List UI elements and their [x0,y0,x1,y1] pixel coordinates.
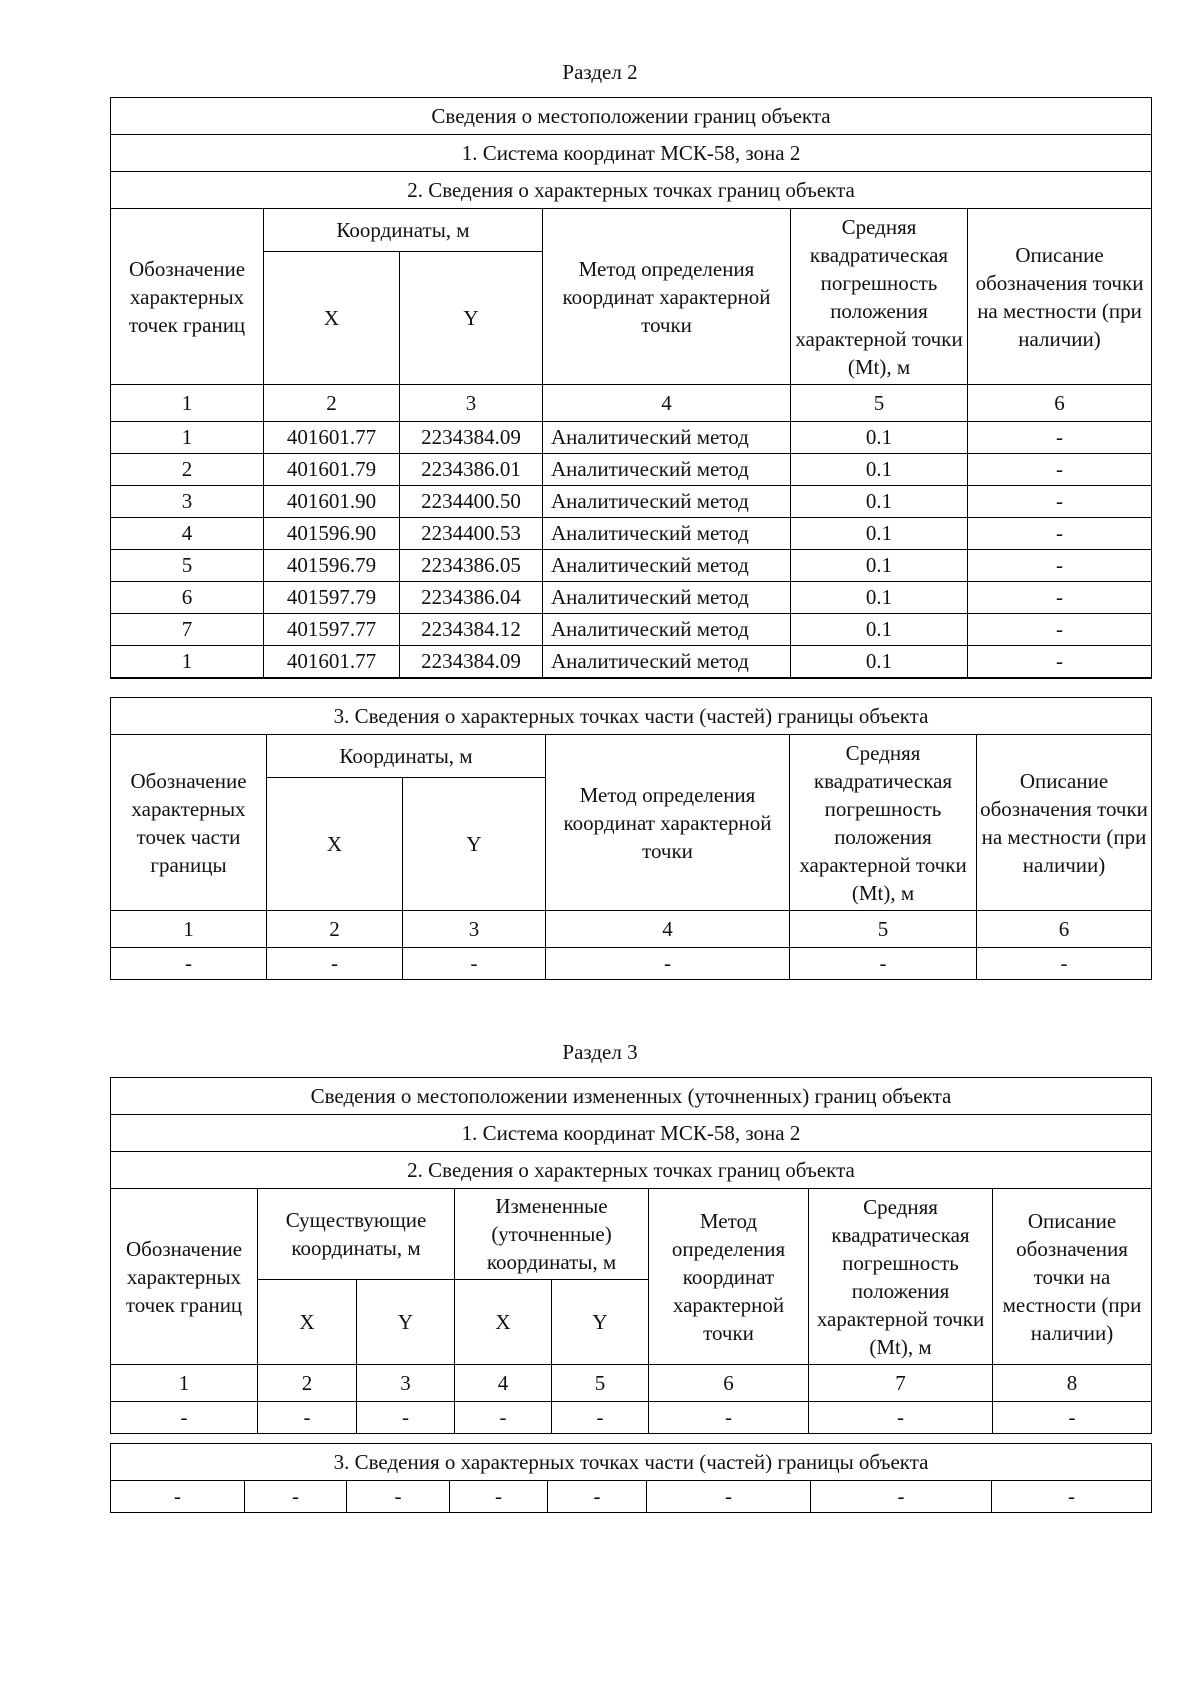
cell-x: 401601.77 [264,646,400,679]
empty-cell: - [647,1481,811,1513]
cell-method: Аналитический метод [543,486,791,518]
cell-method: Аналитический метод [543,422,791,454]
col-number: 3 [403,911,546,948]
cell-point: 1 [111,422,264,454]
col-number: 5 [791,385,968,422]
header-y: Y [357,1280,455,1365]
cell-y: 2234386.01 [400,454,543,486]
cell-mt: 0.1 [791,646,968,679]
col-number: 1 [111,1365,258,1402]
cell-method: Аналитический метод [543,454,791,486]
cell-description: - [968,422,1152,454]
table-row [111,582,1152,614]
empty-cell: - [548,1481,647,1513]
empty-cell: - [111,1402,258,1434]
empty-cell: - [111,1481,245,1513]
empty-cell: - [245,1481,347,1513]
col-number: 5 [552,1365,649,1402]
col-number: 2 [264,385,400,422]
cell-mt: 0.1 [791,550,968,582]
header-accuracy: Средняя квадратическая погрешность положения характерной точки (Mt), м [791,209,968,385]
empty-cell: - [809,1402,993,1434]
table-row [111,454,1152,486]
col-number: 3 [400,385,543,422]
header-accuracy: Средняя квадратическая погрешность положения характерной точки (Mt), м [809,1189,993,1365]
col-number: 4 [546,911,790,948]
cell-y: 2234384.09 [400,646,543,679]
cell-point: 2 [111,454,264,486]
table-row [111,1402,1152,1434]
col-number: 7 [809,1365,993,1402]
cell-point: 6 [111,582,264,614]
empty-cell: - [258,1402,357,1434]
header-x: X [264,252,400,385]
cell-mt: 0.1 [791,422,968,454]
header-method: Метод определения координат характерной точки [546,735,790,911]
section-2-coord-system: 1. Система координат МСК-58, зона 2 [111,135,1152,172]
col-number: 1 [111,911,267,948]
col-number: 4 [455,1365,552,1402]
section-2-part-title: 3. Сведения о характерных точках части (частей) границы объекта [111,698,1152,735]
header-designation: Обозначение характерных точек границ [111,1189,258,1365]
empty-cell: - [546,948,790,980]
empty-cell: - [811,1481,992,1513]
cell-mt: 0.1 [791,486,968,518]
col-number: 2 [258,1365,357,1402]
empty-cell: - [552,1402,649,1434]
col-number: 6 [968,385,1152,422]
header-coordinates: Координаты, м [264,209,543,252]
cell-x: 401601.77 [264,422,400,454]
cell-description: - [968,518,1152,550]
section-2-banner: Сведения о местоположении границ объекта [111,98,1152,135]
cell-point: 4 [111,518,264,550]
cell-y: 2234384.12 [400,614,543,646]
cell-method: Аналитический метод [543,614,791,646]
cell-y: 2234386.04 [400,582,543,614]
cell-y: 2234386.05 [400,550,543,582]
col-number: 6 [977,911,1152,948]
cell-point: 7 [111,614,264,646]
cell-point: 1 [111,646,264,679]
cell-description: - [968,582,1152,614]
cell-description: - [968,614,1152,646]
header-description: Описание обозначения точки на местности (при наличии) [968,209,1152,385]
header-y: Y [403,778,546,911]
section-3-coord-system: 1. Система координат МСК-58, зона 2 [111,1115,1152,1152]
cell-description: - [968,454,1152,486]
table-row [111,614,1152,646]
table-row [111,518,1152,550]
cell-description: - [968,646,1152,679]
col-number: 4 [543,385,791,422]
cell-point: 3 [111,486,264,518]
header-x: X [455,1280,552,1365]
cell-y: 2234400.50 [400,486,543,518]
cell-method: Аналитический метод [543,518,791,550]
cell-x: 401596.79 [264,550,400,582]
col-number: 6 [649,1365,809,1402]
empty-cell: - [790,948,977,980]
header-changed-coordinates: Измененные (уточненные) координаты, м [455,1189,649,1280]
table-row [111,646,1152,679]
header-method: Метод определения координат характерной точки [543,209,791,385]
table-row [111,550,1152,582]
cell-point: 5 [111,550,264,582]
section-2-part-table [110,697,1152,980]
cell-y: 2234400.53 [400,518,543,550]
col-number: 2 [267,911,403,948]
section-2-table [110,97,1152,679]
empty-cell: - [347,1481,450,1513]
header-designation-part: Обозначение характерных точек части границы [111,735,267,911]
empty-cell: - [450,1481,548,1513]
header-x: X [267,778,403,911]
empty-cell: - [992,1481,1152,1513]
header-x: X [258,1280,357,1365]
header-coordinates: Координаты, м [267,735,546,778]
empty-cell: - [455,1402,552,1434]
cell-description: - [968,486,1152,518]
cell-description: - [968,550,1152,582]
section-3-part-table [110,1443,1152,1513]
col-number: 3 [357,1365,455,1402]
section-3-part-title: 3. Сведения о характерных точках части (частей) границы объекта [111,1444,1152,1481]
section-2-points-title: 2. Сведения о характерных точках границ объекта [111,172,1152,209]
cell-y: 2234384.09 [400,422,543,454]
empty-cell: - [403,948,546,980]
col-number: 5 [790,911,977,948]
col-number: 8 [993,1365,1152,1402]
header-existing-coordinates: Существующие координаты, м [258,1189,455,1280]
section-3-table [110,1077,1152,1434]
empty-cell: - [111,948,267,980]
cell-mt: 0.1 [791,582,968,614]
cell-mt: 0.1 [791,454,968,486]
empty-cell: - [267,948,403,980]
empty-cell: - [357,1402,455,1434]
header-y: Y [400,252,543,385]
col-number: 1 [111,385,264,422]
section-3-banner: Сведения о местоположении измененных (уточненных) границ объекта [111,1078,1152,1115]
section-3-points-title: 2. Сведения о характерных точках границ объекта [111,1152,1152,1189]
header-designation: Обозначение характерных точек границ [111,209,264,385]
table-row [111,486,1152,518]
empty-cell: - [993,1402,1152,1434]
cell-method: Аналитический метод [543,582,791,614]
header-y: Y [552,1280,649,1365]
section-3-title: Раздел 3 [562,1040,638,1064]
cell-x: 401601.90 [264,486,400,518]
header-description: Описание обозначения точки на местности (при наличии) [977,735,1152,911]
cell-method: Аналитический метод [543,550,791,582]
cell-x: 401597.77 [264,614,400,646]
cell-x: 401601.79 [264,454,400,486]
table-row [111,948,1152,980]
header-accuracy: Средняя квадратическая погрешность положения характерной точки (Mt), м [790,735,977,911]
header-method: Метод определения координат характерной точки [649,1189,809,1365]
cell-method: Аналитический метод [543,646,791,679]
empty-cell: - [649,1402,809,1434]
empty-cell: - [977,948,1152,980]
table-row [111,1481,1152,1513]
cell-x: 401597.79 [264,582,400,614]
header-description: Описание обозначения точки на местности (при наличии) [993,1189,1152,1365]
section-2-title: Раздел 2 [562,60,638,84]
cell-mt: 0.1 [791,614,968,646]
table-row [111,422,1152,454]
cell-mt: 0.1 [791,518,968,550]
cell-x: 401596.90 [264,518,400,550]
